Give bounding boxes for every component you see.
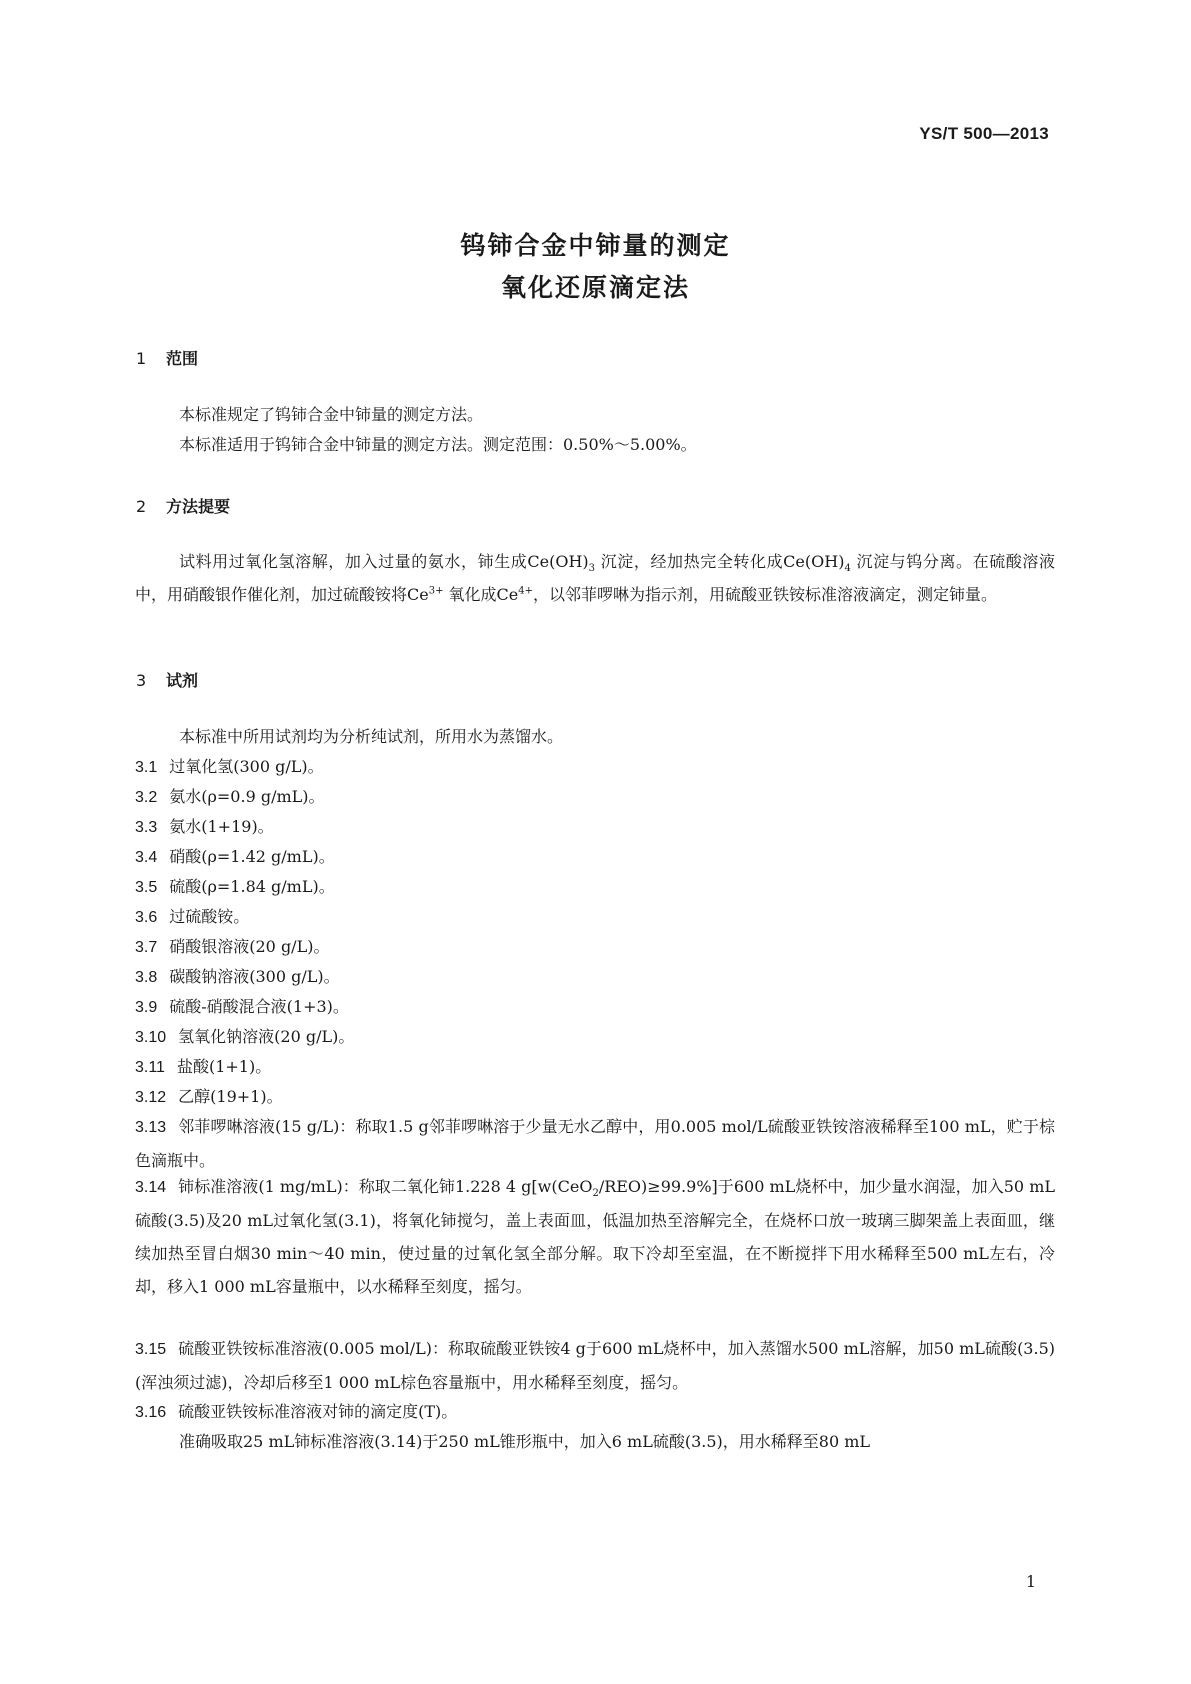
section-heading-scope <box>136 346 198 369</box>
item-text: 氢氧化钠溶液(20 g/L)。 <box>178 1027 355 1046</box>
reagent-item <box>135 1020 1055 1054</box>
superscript: 4+ <box>518 585 534 597</box>
reagent-item <box>135 750 1055 784</box>
item-text: 硫酸亚铁铵标准溶液(0.005 mol/L)：称取硫酸亚铁铵4 g于600 mL烧杯中，加入蒸馏水500 mL溶解，加50 mL硫酸(3.5)(浑浊须过滤)，冷却后移至1 000 mL棕色容量瓶中，用水稀释至刻度，摇匀。 <box>135 1339 1055 1392</box>
item-text: /REO)≥99.9%]于600 mL烧杯中，加少量水润湿，加入50 mL硫酸(3.5)及20 mL过氧化氢(3.1)，将氧化铈搅匀，盖上表面皿，低温加热至溶解完全，在烧杯口放一玻璃三脚架盖上表面皿，继续加热至冒白烟30 min～40 min，使过量的过氧化氢全部分解。取下冷却至室温，在不断搅拌下用水稀释至500 mL左右，冷却，移入1 000 mL容量瓶中，以水稀释至刻度，摇匀。 <box>135 1177 1055 1296</box>
item-number: 3.12 <box>135 1089 167 1106</box>
scope-paragraph-1: 本标准规定了钨铈合金中铈量的测定方法。 <box>179 405 484 424</box>
item-text: 氨水(1+19)。 <box>169 817 274 836</box>
reagent-item <box>135 840 1055 874</box>
scope-paragraph-2: 本标准适用于钨铈合金中铈量的测定方法。测定范围：0.50%～5.00%。 <box>179 435 697 454</box>
item-number: 3.5 <box>135 879 158 896</box>
subscript: 4 <box>844 563 851 575</box>
item-number: 3.3 <box>135 819 158 836</box>
item-text: 乙醇(19+1)。 <box>178 1087 283 1106</box>
document-subtitle: 氧化还原滴定法 <box>500 273 690 302</box>
item-number: 3.1 <box>135 759 158 776</box>
method-paragraph <box>135 545 1055 611</box>
item-number: 3.2 <box>135 789 158 806</box>
text-run: ，以邻菲啰啉为指示剂，用硫酸亚铁铵标准溶液滴定，测定铈量。 <box>533 585 998 604</box>
reagent-item <box>135 810 1055 844</box>
reagent-item <box>135 870 1055 904</box>
section-title: 方法提要 <box>166 497 231 516</box>
item-text: 硝酸(ρ=1.42 g/mL)。 <box>169 847 335 866</box>
superscript: 3+ <box>428 585 444 597</box>
item-number: 3.13 <box>135 1119 167 1136</box>
item-text: 过氧化氢(300 g/L)。 <box>169 757 324 776</box>
document-title: 钨铈合金中铈量的测定 <box>460 231 731 260</box>
item-number: 3.6 <box>135 909 158 926</box>
item-text: 硫酸亚铁铵标准溶液对铈的滴定度(T)。 <box>178 1402 458 1421</box>
text-run: 沉淀，经加热完全转化成Ce(OH) <box>595 552 845 571</box>
reagents-intro: 本标准中所用试剂均为分析纯试剂，所用水为蒸馏水。 <box>179 727 564 746</box>
reagent-item-3-15 <box>135 1332 1055 1399</box>
item-text: 氨水(ρ=0.9 g/mL)。 <box>169 787 325 806</box>
item-text: 过硫酸铵。 <box>169 907 250 926</box>
section-number: 1 <box>136 349 147 368</box>
reagent-item-3-16 <box>135 1395 1055 1429</box>
text-run: 氧化成Ce <box>443 585 519 604</box>
text-run: 试料用过氧化氢溶解，加入过量的氨水，铈生成Ce(OH) <box>179 552 589 571</box>
item-number: 3.7 <box>135 939 158 956</box>
item-number: 3.11 <box>135 1059 165 1076</box>
item-number: 3.16 <box>135 1404 167 1421</box>
item-text: 硝酸银溶液(20 g/L)。 <box>169 937 330 956</box>
item-text: 硫酸-硝酸混合液(1+3)。 <box>169 997 349 1016</box>
reagent-item <box>135 990 1055 1024</box>
standard-code: YS/T 500—2013 <box>919 124 1049 143</box>
item-number: 3.4 <box>135 849 158 866</box>
reagent-item <box>135 1080 1055 1114</box>
reagent-item <box>135 1050 1055 1084</box>
item-number: 3.10 <box>135 1029 167 1046</box>
item-number: 3.9 <box>135 999 158 1016</box>
reagent-item <box>135 1110 1055 1177</box>
item-text: 碳酸钠溶液(300 g/L)。 <box>169 967 340 986</box>
section-number: 2 <box>136 497 147 516</box>
text-run: 沉淀与钨分离。在硫酸溶液中，用硝酸银作催化剂，加过硫酸铵将Ce <box>135 552 1055 604</box>
item-text: 硫酸(ρ=1.84 g/mL)。 <box>169 877 335 896</box>
item-number: 3.15 <box>135 1341 167 1358</box>
item-text: 邻菲啰啉溶液(15 g/L)：称取1.5 g邻菲啰啉溶于少量无水乙醇中，用0.005 mol/L硫酸亚铁铵溶液稀释至100 mL，贮于棕色滴瓶中。 <box>135 1117 1055 1170</box>
reagent-item <box>135 780 1055 814</box>
reagent-item <box>135 930 1055 964</box>
reagent-item <box>135 900 1055 934</box>
reagent-item-3-14 <box>135 1170 1055 1303</box>
procedure-paragraph: 准确吸取25 mL铈标准溶液(3.14)于250 mL锥形瓶中，加入6 mL硫酸(3.5)，用水稀释至80 mL <box>179 1432 871 1451</box>
subscript: 3 <box>588 563 596 575</box>
section-heading-method <box>136 494 230 517</box>
section-title: 范围 <box>166 349 199 368</box>
item-number: 3.8 <box>135 969 158 986</box>
section-title: 试剂 <box>166 671 199 690</box>
item-text: 铈标准溶液(1 mg/mL)：称取二氧化铈1.228 4 g[w(CeO <box>178 1177 593 1196</box>
section-number: 3 <box>136 671 147 690</box>
item-text: 盐酸(1+1)。 <box>176 1057 272 1076</box>
item-number: 3.14 <box>135 1179 167 1196</box>
subscript: 2 <box>592 1188 599 1200</box>
page-number: 1 <box>1025 1572 1036 1591</box>
section-heading-reagents <box>136 668 198 691</box>
reagent-item <box>135 960 1055 994</box>
